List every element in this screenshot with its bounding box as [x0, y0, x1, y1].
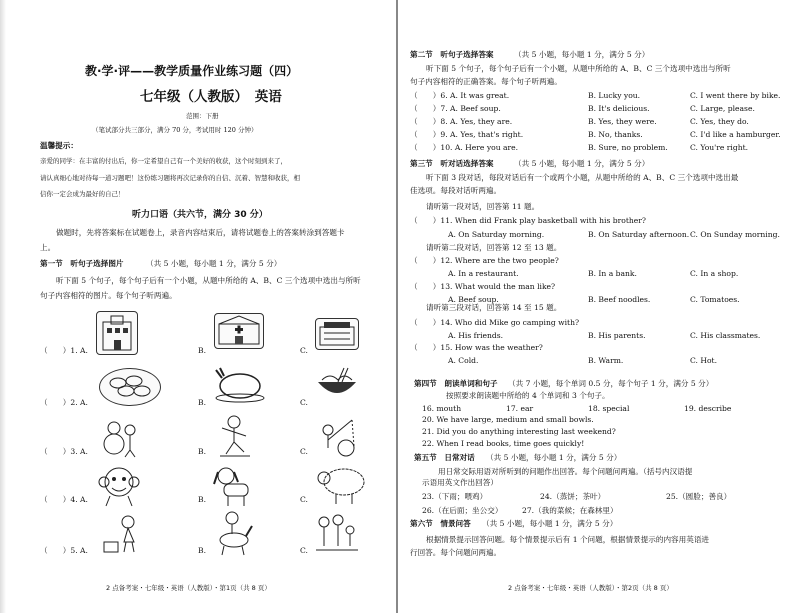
q2-label: （ ）2. A.: [40, 398, 88, 407]
left-page: [0, 0, 396, 613]
word-17: 17. ear: [506, 404, 534, 413]
q3-label: （ ）3. A.: [40, 447, 88, 456]
q5-option-c: C.: [300, 546, 308, 555]
sec3-desc-1: 听下面 3 段对话，每段对话后有一个或两个小题，从题中所给的 A、B、C 三个选项中选出最: [426, 173, 739, 182]
q8-option-c: C. Yes, they do.: [690, 117, 749, 126]
exam-subtitle: 七年级（人教版） 英语: [140, 89, 282, 105]
q2-option-c: C.: [300, 398, 308, 407]
sec6-score: （共 5 小题，每小题 1 分，满分 5 分）: [482, 519, 618, 528]
q7-option-b: B. It's delicious.: [588, 104, 650, 113]
q1-label: （ ）1. A.: [40, 346, 88, 355]
dumplings-picture: [99, 368, 161, 406]
sentence-20: 20. We have large, medium and small bowls.: [422, 415, 594, 424]
dog-picture: [212, 464, 254, 508]
q13: （ ）13. What would the man like?: [410, 282, 556, 291]
q4-option-b: B.: [198, 495, 206, 504]
grandma-picture: [100, 512, 144, 554]
item-24: 24.（蒸饼；茶叶）: [540, 492, 606, 501]
item-26: 26.（在后面；坐公交）: [422, 506, 503, 515]
item-27: 27.（我的菜候；在森林里）: [522, 506, 618, 515]
hospital-picture: [214, 313, 264, 349]
sec2-heading: 第二节 听句子选择答案: [410, 50, 494, 59]
sec1-desc-1: 听下面 5 个句子，每个句子后有一个小题，从题中所给的 A、B、C 三个选项中选出与所听: [56, 276, 361, 285]
sec6-heading: 第六节 情景问答: [410, 519, 471, 528]
sentence-22: 22. When I read books, time goes quickly!: [422, 439, 585, 448]
fishing-picture: [316, 416, 358, 458]
q13-option-c: C. Tomatoes.: [690, 295, 740, 304]
sec4-heading: 第四节 朗读单词和句子: [414, 379, 498, 388]
q15-option-a: A. Cold.: [448, 356, 479, 365]
q11: （ ）11. When did Frank play basketball with his brother?: [410, 216, 646, 225]
item-25: 25.（圆脸；善良）: [666, 492, 732, 501]
left-footer: 2 点备考案・七年级・英语（人教版）・第1页（共 8 页）: [106, 584, 271, 592]
sec2-desc-2: 句子内容相符的正确答案。每个句子听两遍。: [410, 77, 562, 86]
tip-line-2: 请认真细心地对待每一道习题吧！这份练习题将再次记录你的自信、沉着、智慧和收获，相: [40, 174, 300, 182]
sec3-heading: 第三节 听对话选择答案: [410, 159, 494, 168]
q15: （ ）15. How was the weather?: [410, 343, 543, 352]
q11-option-b: B. On Saturday afternoon.: [588, 230, 690, 239]
q13-option-b: B. Beef noodles.: [588, 295, 651, 304]
q14: （ ）14. Who did Mike go camping with?: [410, 318, 580, 327]
sec5-score: （共 5 小题，每小题 1 分，满分 5 分）: [486, 453, 622, 462]
q14-option-b: B. His parents.: [588, 331, 646, 340]
exam-note: （笔试部分共三部分，满分 70 分，考试用时 120 分钟）: [92, 126, 258, 134]
q8-option-b: B. Yes, they were.: [588, 117, 657, 126]
q15-option-c: C. Hot.: [690, 356, 718, 365]
q10-option-b: B. Sure, no problem.: [588, 143, 668, 152]
q5-label: （ ）5. A.: [40, 546, 88, 555]
sec1-desc-2: 句子内容相符的图片。每个句子听两遍。: [40, 291, 177, 300]
right-footer: 2 点备考案・七年级・英语（人教版）・第2页（共 8 页）: [508, 584, 673, 592]
q7-option-c: C. Large, please.: [690, 104, 755, 113]
sec4-score: （共 7 小题，每个单词 0.5 分，每个句子 1 分，满分 5 分）: [508, 379, 714, 388]
monkey-picture: [98, 464, 140, 508]
q13-option-a: A. Beef soup.: [448, 295, 499, 304]
q3-option-b: B.: [198, 447, 206, 456]
noodles-picture: [314, 366, 360, 402]
q8: （ ）8. A. Yes, they are.: [410, 117, 513, 126]
q1-option-c: C.: [300, 346, 308, 355]
skating-picture: [216, 414, 252, 458]
sec3-score: （共 5 小题，每小题 1 分，满分 5 分）: [514, 159, 650, 168]
sec2-desc-1: 听下面 5 个句子，每个句子后有一个小题，从题中所给的 A、B、C 三个选项中选出与所听: [426, 64, 731, 73]
q9-option-b: B. No, thanks.: [588, 130, 643, 139]
sec1-heading: 第一节 听句子选择图片: [40, 259, 124, 268]
cinema-picture: [315, 318, 359, 350]
exam-title: 教·学·评——教学质量作业练习题（四）: [85, 64, 299, 78]
q1-option-b: B.: [198, 346, 206, 355]
q12-option-a: A. In a restaurant.: [448, 269, 519, 278]
listening-title: 听力口语（共六节，满分 30 分）: [132, 210, 268, 220]
roast-chicken-picture: [212, 364, 266, 404]
tip-line-3: 信你一定会成为最好的自己！: [40, 190, 125, 198]
intro-line-1: 做题时，先将答案标在试题卷上，录音内容结束后，请将试题卷上的答案转涂到答题卡: [56, 228, 345, 237]
tip-line-1: 亲爱的同学：在丰富的付出后，你一定希望自己有一个美好的收获，这个时刻到来了，: [40, 157, 287, 165]
q5-option-b: B.: [198, 546, 206, 555]
q15-option-b: B. Warm.: [588, 356, 624, 365]
sec2-score: （共 5 小题，每小题 1 分，满分 5 分）: [514, 50, 650, 59]
q12-option-b: B. In a bank.: [588, 269, 637, 278]
q14-option-a: A. His friends.: [448, 331, 504, 340]
q11-option-c: C. On Sunday morning.: [690, 230, 780, 239]
q9-option-c: C. I'd like a hamburger.: [690, 130, 781, 139]
q11-option-a: A. On Saturday morning.: [448, 230, 545, 239]
intro-line-2: 上。: [40, 243, 56, 252]
q4-option-c: C.: [300, 495, 308, 504]
sec4-desc: 按照要求朗读题中所给的 4 个单词和 3 个句子。: [446, 391, 610, 400]
sec6-desc-1: 根据情景提示回答问题。每个情景提示后有 1 个问题，根据情景提示的内容用英语进: [426, 535, 710, 544]
snowman-picture: [100, 416, 140, 458]
q10-option-c: C. You're right.: [690, 143, 749, 152]
sec5-heading: 第五节 日常对话: [414, 453, 475, 462]
q6-option-b: B. Lucky you.: [588, 91, 641, 100]
q2-option-b: B.: [198, 398, 206, 407]
word-19: 19. describe: [684, 404, 732, 413]
horse-riding-picture: [212, 510, 256, 556]
q12-option-c: C. In a shop.: [690, 269, 739, 278]
exam-range: 范围：下册: [186, 112, 219, 120]
item-23: 23.（下雨；喂鸡）: [422, 492, 488, 501]
q9: （ ）9. A. Yes, that's right.: [410, 130, 524, 139]
q4-label: （ ）4. A.: [40, 495, 88, 504]
q6-option-c: C. I went there by bike.: [690, 91, 781, 100]
sec1-score: （共 5 小题，每小题 1 分，满分 5 分）: [146, 259, 282, 268]
q12: （ ）12. Where are the two people?: [410, 256, 559, 265]
q14-option-c: C. His classmates.: [690, 331, 761, 340]
q10: （ ）10. A. Here you are.: [410, 143, 519, 152]
school-building-picture: [96, 311, 138, 355]
word-16: 16. mouth: [422, 404, 462, 413]
family-picture: [312, 512, 360, 556]
right-page: [398, 0, 794, 613]
sentence-21: 21. Did you do anything interesting last weekend?: [422, 427, 616, 436]
sec3-desc-2: 佳选项。每段对话听两遍。: [410, 186, 502, 195]
q6: （ ）6. A. It was great.: [410, 91, 510, 100]
dialog-1-instruction: 请听第一段对话，回答第 11 题。: [426, 202, 540, 211]
tip-heading: 温馨提示：: [40, 141, 78, 150]
q7: （ ）7. A. Beef soup.: [410, 104, 501, 113]
dialog-3-instruction: 请听第三段对话，回答第 14 至 15 题。: [426, 303, 562, 312]
dialog-2-instruction: 请听第二段对话，回答第 12 至 13 题。: [426, 243, 562, 252]
sheep-picture: [314, 462, 370, 506]
word-18: 18. special: [588, 404, 630, 413]
sec5-desc-2: 示语用英文作出回答）: [422, 478, 498, 487]
q3-option-c: C.: [300, 447, 308, 456]
sec6-desc-2: 行回答。每个问题问两遍。: [410, 548, 502, 557]
sec5-desc-1: 用日常交际用语对所听到的问题作出回答。每个问题问两遍。（括号内汉语提: [438, 467, 693, 476]
